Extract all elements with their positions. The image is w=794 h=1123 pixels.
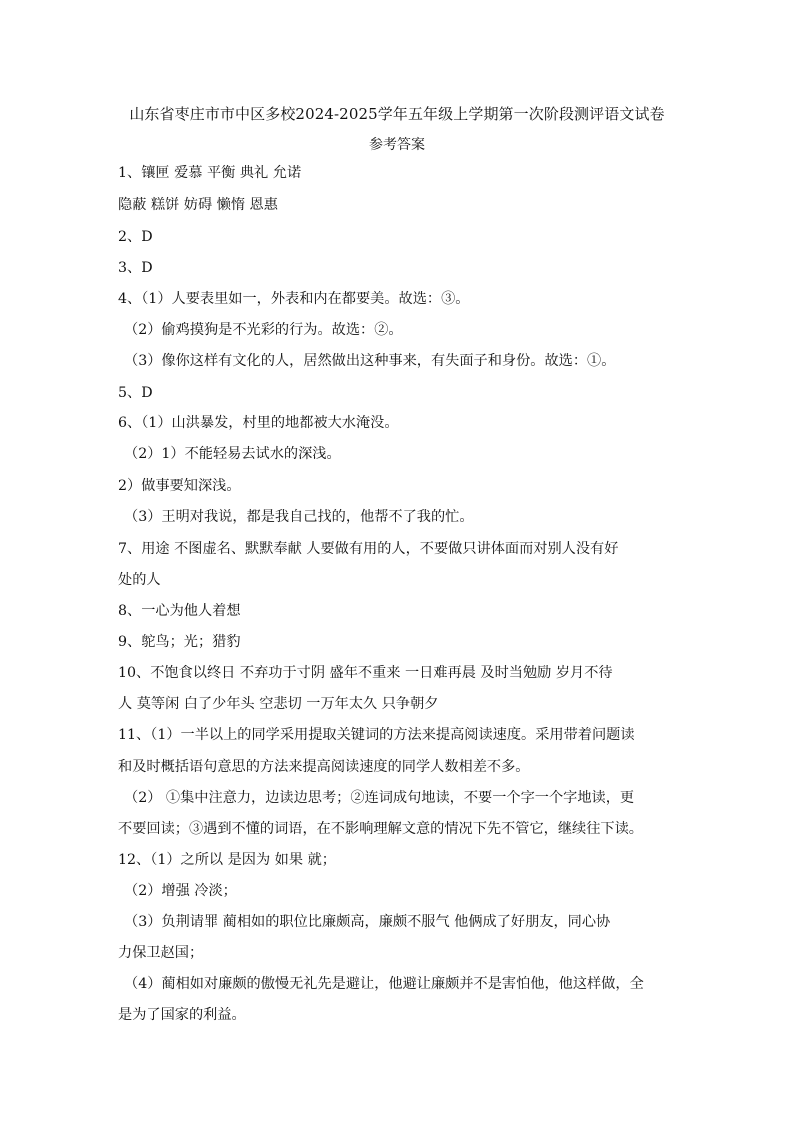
answer-line: 8、一心为他人着想: [118, 603, 241, 619]
answer-line: 9、鸵鸟；光；猎豹: [118, 634, 241, 650]
answer-line: 10、不饱食以终日 不弃功于寸阴 盛年不重来 一日难再晨 及时当勉励 岁月不待: [118, 665, 613, 681]
answer-line: 和及时概括语句意思的方法来提高阅读速度的同学人数相差不多。: [118, 759, 530, 775]
page-subtitle: 参考答案: [369, 137, 425, 153]
answer-line: （2）增强 冷淡；: [124, 883, 237, 899]
answer-line: 4、（1）人要表里如一，外表和内在都要美。故选：③。: [118, 291, 470, 307]
answer-line: （2）1）不能轻易去试水的深浅。: [124, 446, 341, 462]
answer-line: 2、D: [118, 229, 153, 245]
answer-line: （3）王明对我说，都是我自己找的，他帮不了我的忙。: [124, 509, 474, 525]
answer-line: （3）负荆请罪 蔺相如的职位比廉颇高，廉颇不服气 他俩成了好朋友，同心协: [124, 914, 611, 930]
answer-line: 7、用途 不图虚名、默默奉献 人要做有用的人，不要做只讲体面而对别人没有好: [118, 541, 619, 557]
answer-line: 隐蔽 糕饼 妨碍 懒惰 恩惠: [118, 197, 278, 213]
answer-line: 力保卫赵国；: [118, 945, 204, 961]
answer-line: 1、镶匣 爱慕 平衡 典礼 允诺: [118, 165, 302, 181]
answer-line: 处的人: [118, 572, 161, 588]
answer-line: 3、D: [118, 260, 153, 276]
answer-line: （2）偷鸡摸狗是不光彩的行为。故选：②。: [124, 322, 403, 338]
answer-line: 是为了国家的利益。: [118, 1007, 246, 1023]
answer-line: 人 莫等闲 白了少年头 空悲切 一万年太久 只争朝夕: [118, 696, 439, 712]
page-title: 山东省枣庄市市中区多校2024-2025学年五年级上学期第一次阶段测评语文试卷: [129, 105, 665, 123]
answer-line: 不要回读；③遇到不懂的词语，在不影响理解文意的情况下先不管它，继续往下读。: [118, 821, 643, 837]
answer-line: 2）做事要知深浅。: [118, 478, 241, 494]
answer-line: 11、（1）一半以上的同学采用提取关键词的方法来提高阅读速度。采用带着问题读: [118, 727, 635, 743]
answer-line: 6、（1）山洪暴发，村里的地都被大水淹没。: [118, 415, 399, 431]
answer-line: （4）蔺相如对廉颇的傲慢无礼先是避让，他避让廉颇并不是害怕他，他这样做，全: [124, 976, 644, 992]
answer-line: （2） ①集中注意力，边读边思考；②连词成句地读，不要一个字一个字地读，更: [124, 790, 635, 806]
answer-line: （3）像你这样有文化的人，居然做出这种事来，有失面子和身份。故选：①。: [124, 353, 616, 369]
answer-line: 5、D: [118, 385, 153, 401]
answer-line: 12、（1）之所以 是因为 如果 就；: [118, 852, 336, 868]
